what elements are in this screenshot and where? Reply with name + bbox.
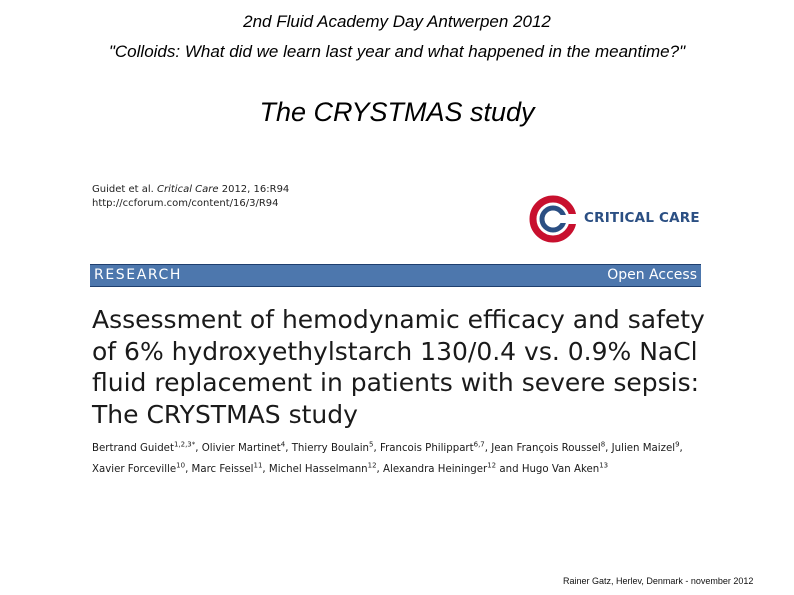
author-affiliation: 6,7: [473, 440, 485, 449]
author-affiliation: 13: [599, 461, 609, 470]
citation-journal: Critical Care: [157, 184, 219, 195]
open-access-label: Open Access: [607, 267, 697, 283]
author-name: Bertrand Guidet: [92, 443, 174, 454]
author-connector: and: [499, 464, 519, 475]
author-affiliation: 4: [280, 440, 286, 449]
citation: [92, 183, 289, 211]
article-title-line: Assessment of hemodynamic efficacy and safety: [92, 305, 705, 334]
author-name: Thierry Boulain: [291, 443, 369, 454]
author-name: Francois Philippart: [379, 443, 474, 454]
conference-title: 2nd Fluid Academy Day Antwerpen 2012: [243, 12, 551, 31]
author-affiliation: 10: [176, 461, 186, 470]
author-name: Jean François Roussel: [491, 443, 601, 454]
critical-care-logo-icon: [529, 194, 579, 244]
author-affiliation: 12: [367, 461, 377, 470]
journal-name: CRITICAL CARE: [584, 210, 700, 226]
session-title: "Colloids: What did we learn last year and what happened in the meantime?": [108, 42, 686, 61]
author-affiliation: 1,2,3*: [173, 440, 196, 449]
citation-url[interactable]: http://ccforum.com/content/16/3/R94: [92, 198, 279, 209]
author-name: Olivier Martinet: [201, 443, 281, 454]
article-title: [92, 304, 705, 430]
author-name: Alexandra Heininger: [383, 464, 488, 475]
author-name: Marc Feissel: [191, 464, 254, 475]
citation-year: 2012, 16:R94: [221, 184, 290, 195]
citation-ref: [92, 183, 289, 197]
author-name: Hugo Van Aken: [521, 464, 600, 475]
author-affiliation: 5: [369, 440, 374, 449]
author-name: Julien Maizel: [611, 443, 676, 454]
article-type-label: RESEARCH: [94, 267, 183, 283]
article-banner: [90, 264, 701, 287]
citation-authors: Guidet et al.: [92, 184, 154, 195]
paper-excerpt: [88, 183, 704, 483]
slide-title: The CRYSTMAS study: [259, 97, 535, 127]
author-line-2: Xavier Forceville$^{10}$, Marc Feissel$^{11}$, Michel Hasselmann$^{12}$, Alexandra Heininger$^{12}$ and Hugo Van Aken$^{13}$: [92, 461, 609, 475]
author-list: [92, 438, 704, 480]
article-title-line: The CRYSTMAS study: [92, 399, 358, 429]
author-affiliation: 9: [675, 440, 680, 449]
journal-logo: [529, 194, 699, 244]
article-title-line: fluid replacement in patients with severe sepsis:: [92, 368, 700, 397]
author-line-1: Bertrand Guidet$^{1,2,3*}$, Olivier Martinet$^4$, Thierry Boulain$^5$, Francois Philippart$^{6,7}$, Jean François Roussel$^8$, Julien Maizel$^9$,: [92, 440, 683, 454]
slide-footer: Rainer Gatz, Herlev, Denmark - november 2012: [563, 576, 754, 586]
author-name: Xavier Forceville: [92, 464, 177, 475]
author-affiliation: 11: [253, 461, 263, 470]
author-name: Michel Hasselmann: [268, 464, 368, 475]
author-affiliation: 12: [487, 461, 497, 470]
article-title-line: of 6% hydroxyethylstarch 130/0.4 vs. 0.9% NaCl: [92, 336, 698, 366]
author-affiliation: 8: [600, 440, 606, 449]
